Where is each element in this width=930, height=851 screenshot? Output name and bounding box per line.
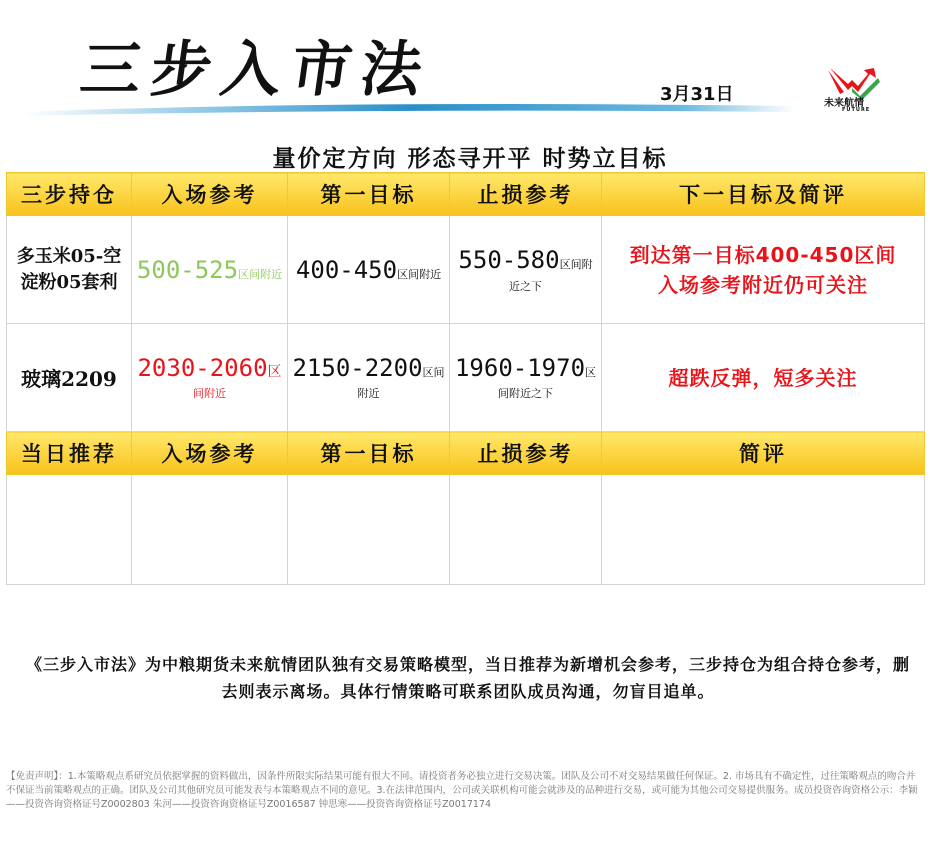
- empty-cell: [602, 475, 925, 585]
- page-header: [0, 0, 930, 125]
- logo-subtext: FUTURE: [842, 107, 871, 113]
- slogan: 量价定方向 形态寻开平 时势立目标: [272, 145, 668, 172]
- logo-text: 未来航情: [824, 98, 864, 109]
- header-cell: 止损参考: [450, 432, 602, 475]
- table-row: [7, 216, 925, 324]
- header-cell: 第一目标: [288, 173, 450, 216]
- stop-note: 区: [585, 366, 597, 379]
- target-value: 2150-2200: [292, 354, 423, 382]
- stop-cell: [450, 216, 602, 324]
- header-cell: 入场参考: [132, 173, 288, 216]
- target-cell: [288, 324, 450, 432]
- contract-name: 玻璃2209: [7, 324, 132, 432]
- target-cell: [288, 216, 450, 324]
- holdings-header-row: [7, 173, 925, 216]
- empty-cell: [7, 475, 132, 585]
- disclaimer: 【免责声明】：1.本策略观点系研究员依据掌握的资料做出，因条件所限实际结果可能有很大不同。请投资者务必独立进行交易决策。团队及公司不对交易结果做任何保证。2. 市场具有不确定性，过往策略观点的吻合并不保证当前策略观点的正确。团队及公司其他研究员可能发表与本策略观点不同的意见。3.在法律范围内，公司或关联机构可能会就涉及的品种进行交易，或可能为其他公司交易提供服务。成员投资咨询资格公示：李颖——投资咨询资格证号Z0002803 朱河——投资咨询资格证号Z0016587 钟思寒——投资咨询资格证号Z0017174: [6, 771, 918, 810]
- page-title: 三步入市法: [76, 35, 437, 105]
- table-row: [7, 324, 925, 432]
- header-cell: 三步持仓: [7, 173, 132, 216]
- entry-value: 2030-2060: [137, 354, 268, 382]
- strategy-table: [6, 172, 925, 585]
- comment-cell: 超跌反弹，短多关注: [602, 324, 925, 432]
- empty-cell: [132, 475, 288, 585]
- entry-value: 500-525: [136, 255, 239, 284]
- stop-note: 间附近之下: [498, 387, 553, 400]
- entry-note: 区: [267, 364, 282, 380]
- stop-cell: [450, 324, 602, 432]
- header-cell: 止损参考: [450, 173, 602, 216]
- empty-cell: [288, 475, 450, 585]
- target-value: 400-450: [295, 255, 398, 284]
- stop-value: 1960-1970: [454, 354, 586, 382]
- empty-cell: [450, 475, 602, 585]
- entry-cell: [132, 216, 288, 324]
- header-cell: 入场参考: [132, 432, 288, 475]
- recommend-header-row: [7, 432, 925, 475]
- header-cell: 简评: [602, 432, 925, 475]
- entry-note: 间附近: [193, 387, 226, 400]
- target-note: 附近: [357, 387, 380, 400]
- entry-cell: [132, 324, 288, 432]
- entry-note: 区间附近: [238, 267, 283, 281]
- comment-cell: 到达第一目标400-450区间 入场参考附近仍可关注: [602, 216, 925, 324]
- stop-note: 近之下: [509, 279, 542, 293]
- header-cell: 当日推荐: [7, 432, 132, 475]
- contract-name: 多玉米05-空 淀粉05套利: [7, 216, 132, 324]
- report-date: 3月31日: [660, 84, 734, 105]
- header-cell: 下一目标及简评: [602, 173, 925, 216]
- target-note: 区间附近: [397, 267, 442, 281]
- stop-note: 区间附: [559, 257, 593, 271]
- table-row: [7, 475, 925, 585]
- target-note: 区间: [422, 366, 445, 379]
- header-cell: 第一目标: [288, 432, 450, 475]
- strategy-description: 《三步入市法》为中粮期货未来航情团队独有交易策略模型，当日推荐为新增机会参考，三步持仓为组合持仓参考，删去则表示离场。具体行情策略可联系团队成员沟通，勿盲目追单。: [25, 655, 910, 701]
- stop-value: 550-580: [458, 245, 560, 274]
